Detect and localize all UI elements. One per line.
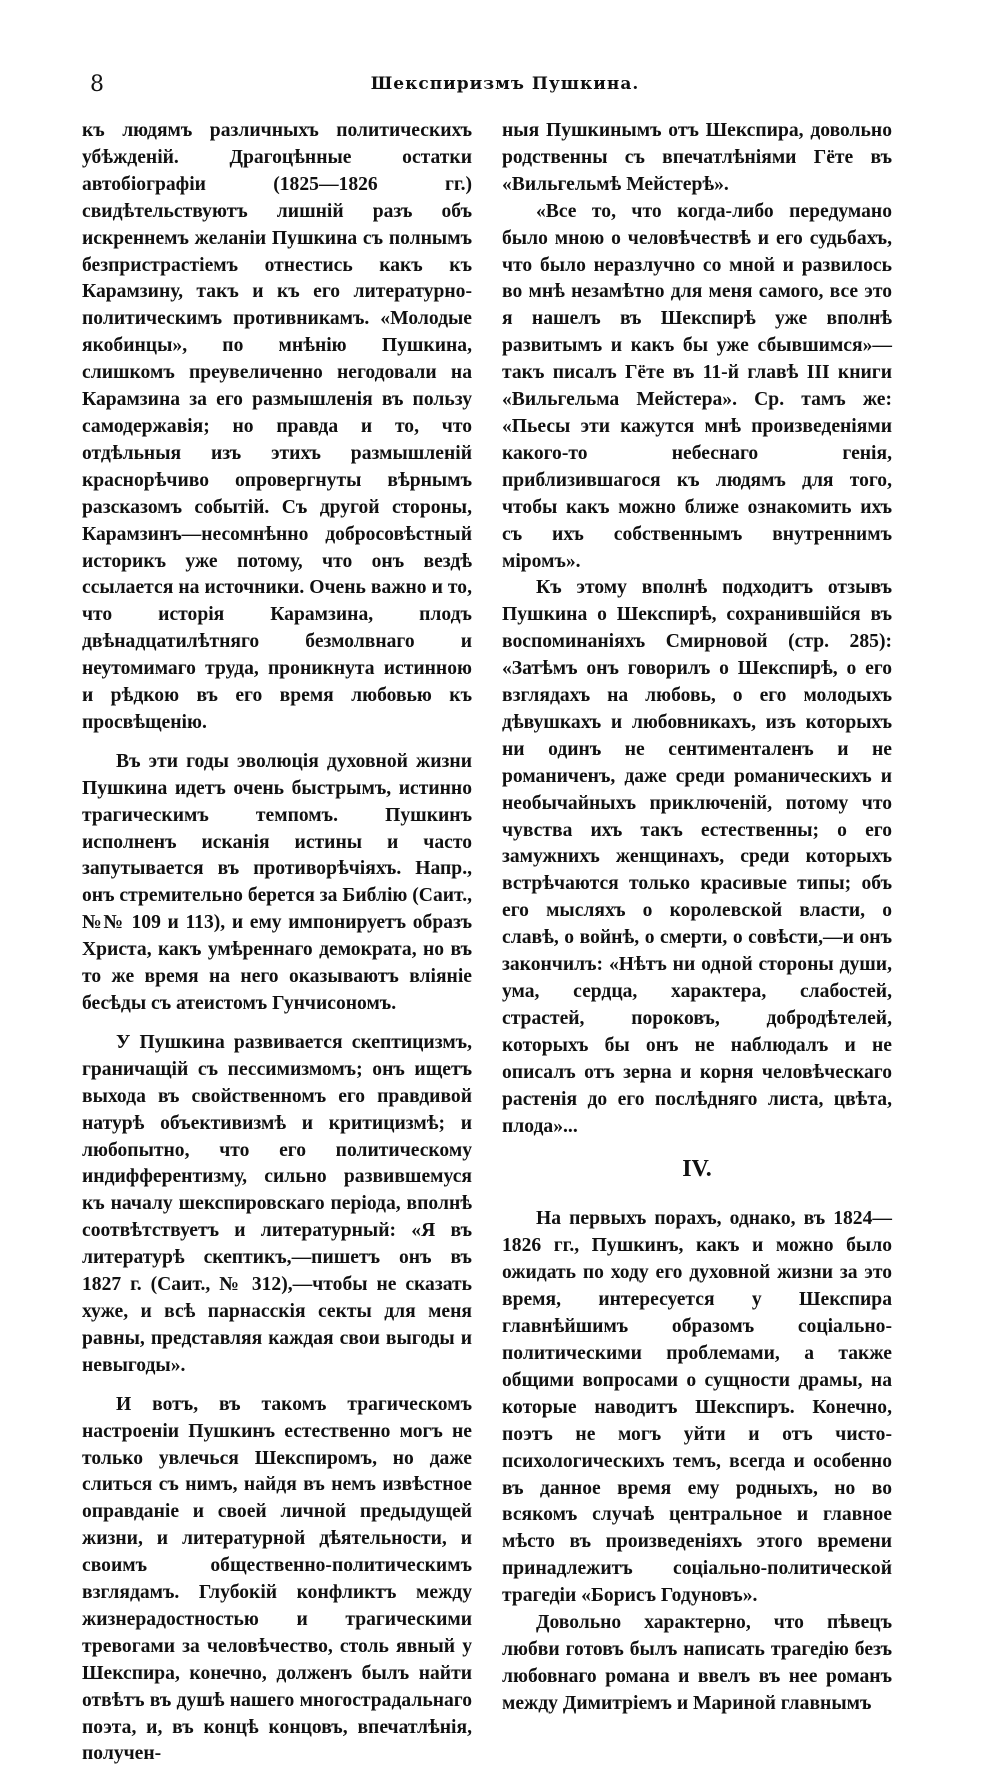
paragraph: къ людямъ различныхъ политическихъ убѣжденій. Драгоцѣнные остатки автобіографіи (1825—1826 гг.) свидѣтельствуютъ лишній разъ объ искреннемъ желаніи Пушкина съ полнымъ безпристрастіемъ отнестись какъ къ Карамзину, такъ и къ его литературно-политическимъ противникамъ. «Молодые якобинцы», по мнѣнію Пушкина, слишкомъ преувеличенно негодовали на Карамзина за его размышленія въ пользу самодержавія; но правда и то, что отдѣльныя изъ этихъ размышленій краснорѣчиво опровергнуты вѣрнымъ разсказомъ событій. Съ другой стороны, Карамзинъ—несомнѣнно добросовѣстный историкъ уже потому, что онъ вездѣ ссылается на источники. Очень важно и то, что исторія Карамзина, плодъ двѣнадцатилѣтняго безмолвнаго и неутомимаго труда, проникнута истинною и рѣдкою въ его время любовью къ просвѣщенію. [82,120,472,733]
paragraph: Довольно характерно, что пѣвецъ любви готовъ былъ написать трагедію безъ любовнаго романа и ввелъ въ нее романъ между Димитріемъ и Мариной главнымъ [502,1612,892,1714]
right-column [502,118,892,1718]
page-number: 8 [90,72,104,97]
paragraph: У Пушкина развивается скептицизмъ, граничащій съ пессимизмомъ; онъ ищетъ выхода въ свойственномъ его правдивой натурѣ объективизмѣ и критицизмѣ; и любопытно, что его политическому индифферентизму, сильно развившемуся къ началу шекспировскаго періода, вполнѣ соотвѣтствуетъ и литературный: «Я въ литературѣ скептикъ,—пишетъ онъ въ 1827 г. (Саит., № 312),—чтобы не сказать хуже, и всѣ парнасскія секты для меня равны, представляя каждая свои выгоды и невыгоды». [82,1031,472,1376]
paragraph: Къ этому вполнѣ подходитъ отзывъ Пушкина о Шекспирѣ, сохранившійся въ воспоминаніяхъ Смирновой (стр. 285): «Затѣмъ онъ говорилъ о Шекспирѣ, о его взглядахъ на любовь, о его молодыхъ дѣвушкахъ и любовникахъ, изъ которыхъ ни одинъ не сентименталенъ и не романиченъ, даже среди романическихъ и необычайныхъ приключеній, потому что чувства ихъ такъ естественны; о его замужнихъ женщинахъ, среди которыхъ встрѣчаются только красивые типы; объ его мысляхъ о королевской власти, о славѣ, о войнѣ, о смерти, о совѣсти,—и онъ закончилъ: «Нѣтъ ни одной стороны души, ума, сердца, характера, слабостей, страстей, пороковъ, добродѣтелей, которыхъ бы онъ не наблюдалъ и не описалъ отъ зерна и корня человѣческаго растенія до его послѣдняго листа, цвѣта, плода»... [502,577,892,1137]
quotation-paragraph: «Все то, что когда-либо передумано было мною о человѣчествѣ и его судьбахъ, что было неразлучно со мной и развилось во мнѣ незамѣтно для меня самого, все это я нашелъ въ Шекспирѣ уже вполнѣ развитымъ и какъ бы уже сбывшимся»—такъ писалъ Гёте въ 11-й главѣ III книги «Вильгельма Мейстера». Ср. тамъ же: «Пьесы эти кажутся мнѣ произведеніями какого-то небеснаго генія, приблизившагося къ людямъ для того, чтобы какъ можно ближе ознакомить ихъ съ ихъ собственнымъ внутреннимъ міромъ». [502,200,892,572]
page-header [90,72,920,102]
running-title: Шекспиризмъ Пушкина. [370,74,640,94]
paragraph: ныя Пушкинымъ отъ Шекспира, довольно родственны съ впечатлѣніями Гёте въ «Вильгельмѣ Мейстерѣ». [502,120,892,195]
paragraph: И вотъ, въ такомъ трагическомъ настроеніи Пушкинъ естественно могъ не только увлечься Шекспиромъ, но даже слиться съ нимъ, найдя въ немъ извѣстное оправданіе и своей личной предыдущей жизни, и литературной дѣятельности, и своимъ общественно-политическимъ взглядамъ. Глубокій конфликтъ между жизнерадостностью и трагическими тревогами за человѣчество, столь явный у Шекспира, конечно, долженъ былъ найти отвѣтъ въ душѣ нашего многострадальнаго поэта, и, въ концѣ концовъ, впечатлѣнія, получен- [82,1393,472,1765]
paragraph: На первыхъ порахъ, однако, въ 1824—1826 гг., Пушкинъ, какъ и можно было ожидать по ходу его духовной жизни за это время, интересуется у Шекспира главнѣйшимъ образомъ соціально-политическими проблемами, а также общими вопросами о сущности драмы, на которые наводитъ Шекспиръ. Конечно, поэтъ не могъ уйти и отъ чисто-психологическихъ темъ, всегда и особенно въ данное время ему родныхъ, но во всякомъ случаѣ центральное и главное мѣсто въ произведеніяхъ этого времени принадлежитъ соціально-политической трагедіи «Борисъ Годуновъ». [502,1208,892,1607]
paragraph: Въ эти годы эволюція духовной жизни Пушкина идетъ очень быстрымъ, истинно трагическимъ темпомъ. Пушкинъ исполненъ исканія истины и часто запутывается въ противорѣчіяхъ. Напр., онъ стремительно берется за Библію (Саит., №№ 109 и 113), и ему импонируетъ образъ Христа, какъ умѣреннаго демократа, но въ то же время на него оказываютъ вліяніе бесѣды съ атеистомъ Гунчисономъ. [82,750,472,1014]
section-number: IV. [682,1156,712,1183]
left-column [82,118,472,1768]
